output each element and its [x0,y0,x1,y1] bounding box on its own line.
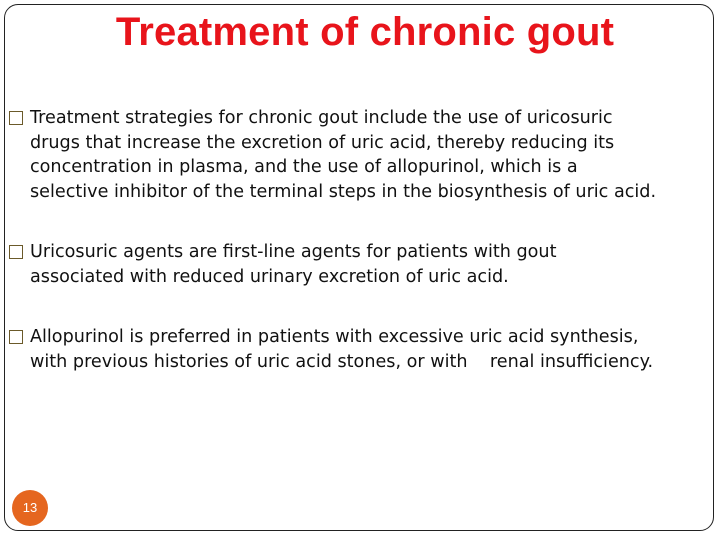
page-number-badge: 13 [12,490,48,526]
bullet-line: drugs that increase the excretion of uric acid, thereby reducing its [30,132,615,153]
bullet-line: with previous histories of uric acid stones, or with renal insufficiency. [30,351,654,372]
bullet-line: associated with reduced urinary excretion of uric acid. [30,266,509,287]
bullet-line: Allopurinol is preferred in patients with excessive uric acid synthesis, [30,327,639,347]
checkbox-bullet-icon [9,111,23,125]
slide-title: Treatment of chronic gout [115,10,615,54]
bullet-line: selective inhibitor of the terminal steps in the biosynthesis of uric acid. [30,181,657,202]
bullet-line: Uricosuric agents are first-line agents for patients with gout [30,242,557,262]
bullet-line: Treatment strategies for chronic gout include the use of uricosuric [30,108,613,128]
bullet-item-uricosuric-agents [8,240,720,289]
checkbox-bullet-icon [9,330,23,344]
bullet-item-allopurinol [8,325,720,374]
bullet-item-treatment-strategies [8,106,720,204]
bullet-list [8,106,720,374]
bullet-line: concentration in plasma, and the use of allopurinol, which is a [30,157,578,177]
checkbox-bullet-icon [9,245,23,259]
